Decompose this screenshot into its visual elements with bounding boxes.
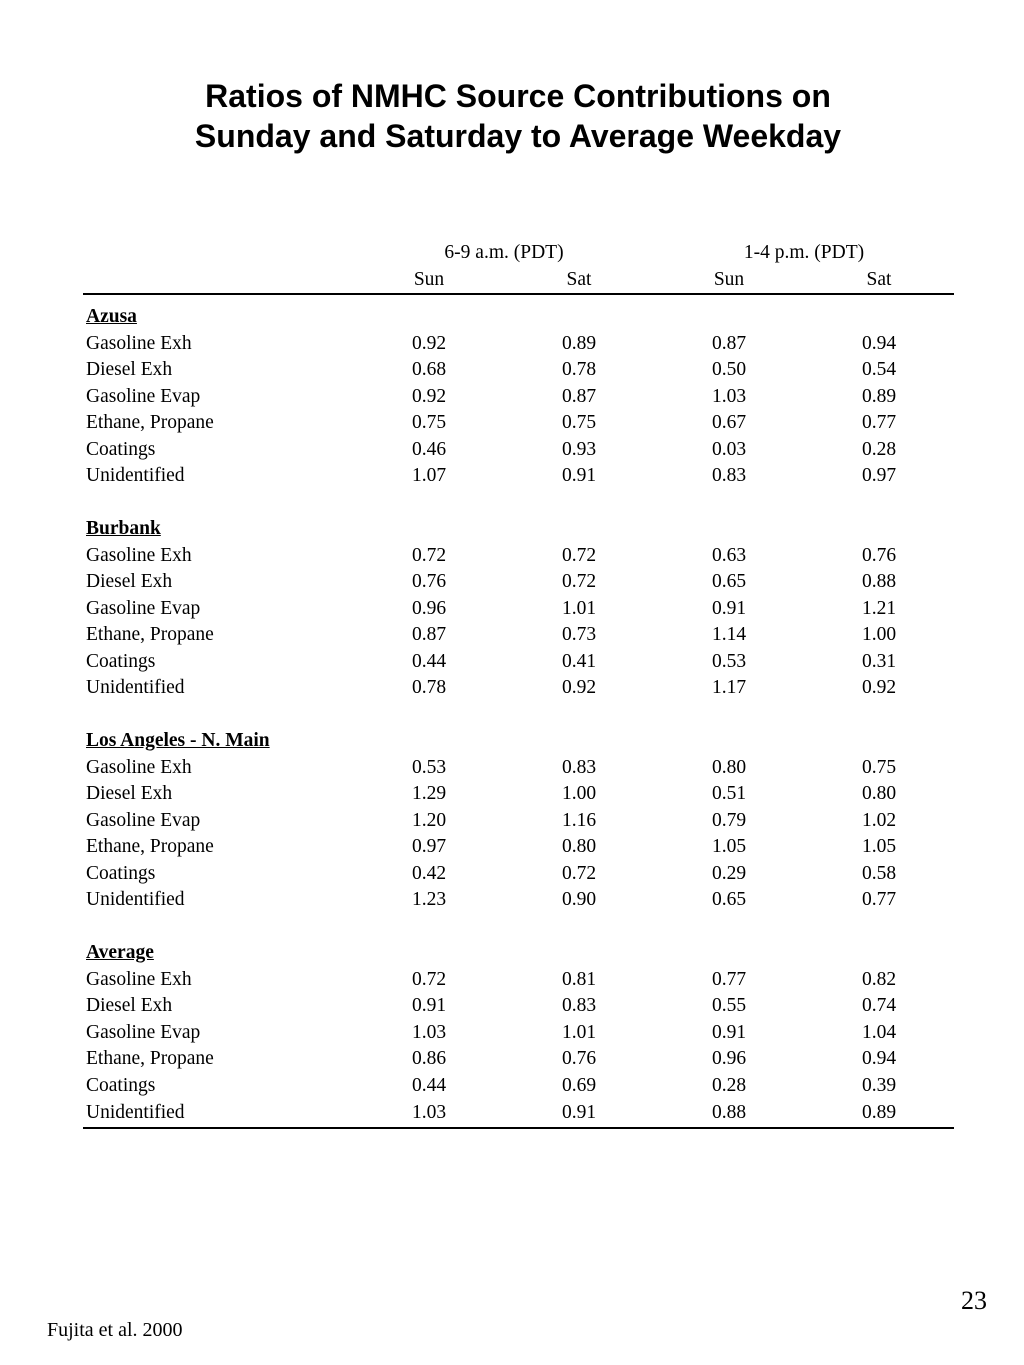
section-spacer-row <box>83 490 954 517</box>
value-cell: 0.03 <box>711 438 747 460</box>
value-cell: 0.88 <box>861 571 897 592</box>
sub-header-row <box>83 267 954 295</box>
value-cell: 1.17 <box>711 677 747 698</box>
value-cell: 0.77 <box>861 889 897 910</box>
value-cell: 0.65 <box>711 571 747 592</box>
value-cell: 0.94 <box>861 332 897 354</box>
value-cell: 0.83 <box>561 756 597 778</box>
row-label: Gasoline Evap <box>86 597 201 619</box>
value-cell: 0.80 <box>561 836 597 857</box>
table-row <box>83 410 954 437</box>
slide-title-line-2: Sunday and Saturday to Average Weekday <box>194 118 842 154</box>
table-row <box>83 675 954 702</box>
value-cell: 1.03 <box>711 385 747 407</box>
table-row <box>83 437 954 464</box>
spacer-cell <box>83 702 954 729</box>
value-cell: 0.69 <box>561 1074 597 1096</box>
value-cell: 0.83 <box>711 465 747 486</box>
value-cell: 0.76 <box>411 571 447 592</box>
value-cell: 1.07 <box>411 465 447 486</box>
value-cell: 0.96 <box>711 1048 747 1069</box>
row-label: Unidentified <box>86 677 185 698</box>
value-cell: 0.29 <box>711 862 747 884</box>
page-number: 23 <box>961 1286 987 1315</box>
value-cell: 0.87 <box>561 385 597 407</box>
row-label: Coatings <box>86 438 156 460</box>
value-cell: 0.63 <box>711 544 747 566</box>
row-label: Diesel Exh <box>86 571 173 592</box>
table-row <box>83 861 954 888</box>
subheader-morning-sun: Sun <box>354 267 504 295</box>
value-cell: 0.77 <box>861 412 897 433</box>
value-cell: 0.75 <box>411 412 447 433</box>
value-cell: 0.80 <box>861 783 897 804</box>
value-cell: 1.00 <box>861 624 897 645</box>
section-header-row <box>83 728 954 755</box>
value-cell: 0.54 <box>861 359 897 380</box>
section-title: Average <box>86 942 154 963</box>
section-title: Burbank <box>86 518 161 539</box>
value-cell: 0.92 <box>861 677 897 698</box>
value-cell: 0.78 <box>561 359 597 380</box>
value-cell: 0.91 <box>711 1021 747 1043</box>
subheader-afternoon-sun: Sun <box>654 267 804 295</box>
table-body <box>83 294 954 1128</box>
value-cell: 1.00 <box>561 783 597 804</box>
value-cell: 1.16 <box>561 809 597 831</box>
value-cell: 0.89 <box>861 385 897 407</box>
value-cell: 0.77 <box>711 968 747 990</box>
value-cell: 0.94 <box>861 1048 897 1069</box>
value-cell: 0.75 <box>561 412 597 433</box>
value-cell: 0.53 <box>711 650 747 672</box>
value-cell: 1.03 <box>354 1099 504 1128</box>
value-cell: 0.75 <box>861 756 897 778</box>
value-cell: 0.55 <box>711 995 747 1016</box>
row-label: Unidentified <box>86 465 185 486</box>
value-cell: 1.03 <box>411 1021 447 1043</box>
section-header-row <box>83 940 954 967</box>
value-cell: 1.21 <box>861 597 897 619</box>
value-cell: 0.28 <box>861 438 897 460</box>
value-cell: 0.90 <box>561 889 597 910</box>
value-cell: 1.01 <box>561 597 597 619</box>
row-label: Ethane, Propane <box>86 1048 214 1069</box>
slide-title <box>0 76 1024 156</box>
section-title: Los Angeles - N. Main <box>86 730 270 751</box>
row-label: Diesel Exh <box>86 783 173 804</box>
group-header-afternoon: 1-4 p.m. (PDT) <box>743 242 865 263</box>
value-cell: 0.82 <box>861 968 897 990</box>
table-row <box>83 781 954 808</box>
value-cell: 0.91 <box>711 597 747 619</box>
table-row <box>83 331 954 358</box>
section-title: Azusa <box>86 306 137 327</box>
subheader-blank-cell <box>83 267 354 295</box>
value-cell: 0.68 <box>411 359 447 380</box>
row-label: Gasoline Evap <box>86 809 201 831</box>
table-row <box>83 993 954 1020</box>
value-cell: 0.72 <box>561 571 597 592</box>
row-label: Diesel Exh <box>86 359 173 380</box>
value-cell: 0.51 <box>711 783 747 804</box>
value-cell: 1.02 <box>861 809 897 831</box>
table-row <box>83 808 954 835</box>
value-cell: 0.92 <box>411 385 447 407</box>
spacer-cell <box>83 490 954 517</box>
value-cell: 0.72 <box>561 544 597 566</box>
section-header-row <box>83 516 954 543</box>
value-cell: 1.29 <box>411 783 447 804</box>
value-cell: 1.23 <box>411 889 447 910</box>
group-header-row <box>83 240 954 267</box>
row-label: Ethane, Propane <box>86 836 214 857</box>
value-cell: 0.76 <box>861 544 897 566</box>
table-row <box>83 1073 954 1100</box>
header-blank-cell <box>83 240 354 267</box>
ratios-table <box>83 240 954 1129</box>
value-cell: 0.73 <box>561 624 597 645</box>
value-cell: 0.91 <box>411 995 447 1016</box>
table-row <box>83 967 954 994</box>
value-cell: 0.31 <box>861 650 897 672</box>
value-cell: 0.92 <box>411 332 447 354</box>
row-label: Coatings <box>86 650 156 672</box>
row-label: Diesel Exh <box>86 995 173 1016</box>
table-row <box>83 569 954 596</box>
value-cell: 0.87 <box>711 332 747 354</box>
row-label: Coatings <box>86 1074 156 1096</box>
row-label: Ethane, Propane <box>86 624 214 645</box>
value-cell: 0.42 <box>411 862 447 884</box>
row-label: Gasoline Exh <box>86 756 192 778</box>
value-cell: 0.72 <box>561 862 597 884</box>
value-cell: 0.41 <box>561 650 597 672</box>
value-cell: 1.14 <box>711 624 747 645</box>
value-cell: 0.50 <box>711 359 747 380</box>
row-label: Unidentified <box>86 889 185 910</box>
row-label: Coatings <box>86 862 156 884</box>
value-cell: 0.74 <box>861 995 897 1016</box>
row-label: Gasoline Exh <box>86 332 192 354</box>
slide-title-line-1: Ratios of NMHC Source Contributions on <box>205 78 831 114</box>
value-cell: 0.76 <box>561 1048 597 1069</box>
value-cell: 0.88 <box>654 1099 804 1128</box>
row-label: Gasoline Exh <box>86 968 192 990</box>
row-label: Gasoline Evap <box>86 385 201 407</box>
row-label: Gasoline Exh <box>86 544 192 566</box>
table-row <box>83 357 954 384</box>
subheader-morning-sat: Sat <box>504 267 654 295</box>
value-cell: 0.53 <box>411 756 447 778</box>
value-cell: 0.93 <box>561 438 597 460</box>
group-header-morning: 6-9 a.m. (PDT) <box>444 242 564 263</box>
value-cell: 0.46 <box>411 438 447 460</box>
table-row <box>83 1099 954 1128</box>
value-cell: 0.39 <box>861 1074 897 1096</box>
table-row <box>83 622 954 649</box>
ratios-table-container <box>83 240 954 1129</box>
value-cell: 0.44 <box>411 650 447 672</box>
table-row <box>83 834 954 861</box>
row-label: Ethane, Propane <box>86 412 214 433</box>
value-cell: 1.01 <box>561 1021 597 1043</box>
value-cell: 1.20 <box>411 809 447 831</box>
value-cell: 0.96 <box>411 597 447 619</box>
value-cell: 0.78 <box>411 677 447 698</box>
spacer-cell <box>83 914 954 941</box>
value-cell: 0.83 <box>561 995 597 1016</box>
section-spacer-row <box>83 914 954 941</box>
value-cell: 0.72 <box>411 544 447 566</box>
table-row <box>83 384 954 411</box>
value-cell: 0.92 <box>561 677 597 698</box>
table-row <box>83 543 954 570</box>
row-label: Gasoline Evap <box>86 1021 201 1043</box>
value-cell: 0.65 <box>711 889 747 910</box>
value-cell: 0.81 <box>561 968 597 990</box>
section-spacer-row <box>83 702 954 729</box>
value-cell: 0.91 <box>504 1099 654 1128</box>
subheader-afternoon-sat: Sat <box>804 267 954 295</box>
value-cell: 0.97 <box>861 465 897 486</box>
section-header-row <box>83 294 954 331</box>
table-row <box>83 887 954 914</box>
value-cell: 1.05 <box>711 836 747 857</box>
citation: Fujita et al. 2000 <box>47 1319 183 1341</box>
value-cell: 0.72 <box>411 968 447 990</box>
table-row <box>83 1020 954 1047</box>
value-cell: 0.97 <box>411 836 447 857</box>
value-cell: 0.91 <box>561 465 597 486</box>
value-cell: 0.87 <box>411 624 447 645</box>
value-cell: 0.58 <box>861 862 897 884</box>
value-cell: 0.44 <box>411 1074 447 1096</box>
table-row <box>83 596 954 623</box>
value-cell: 0.89 <box>804 1099 954 1128</box>
value-cell: 0.89 <box>561 332 597 354</box>
value-cell: 0.80 <box>711 756 747 778</box>
row-label: Unidentified <box>83 1099 354 1128</box>
table-row <box>83 463 954 490</box>
value-cell: 0.67 <box>711 412 747 433</box>
value-cell: 1.05 <box>861 836 897 857</box>
value-cell: 0.79 <box>711 809 747 831</box>
value-cell: 1.04 <box>861 1021 897 1043</box>
table-row <box>83 1046 954 1073</box>
table-row <box>83 755 954 782</box>
table-row <box>83 649 954 676</box>
value-cell: 0.28 <box>711 1074 747 1096</box>
value-cell: 0.86 <box>411 1048 447 1069</box>
